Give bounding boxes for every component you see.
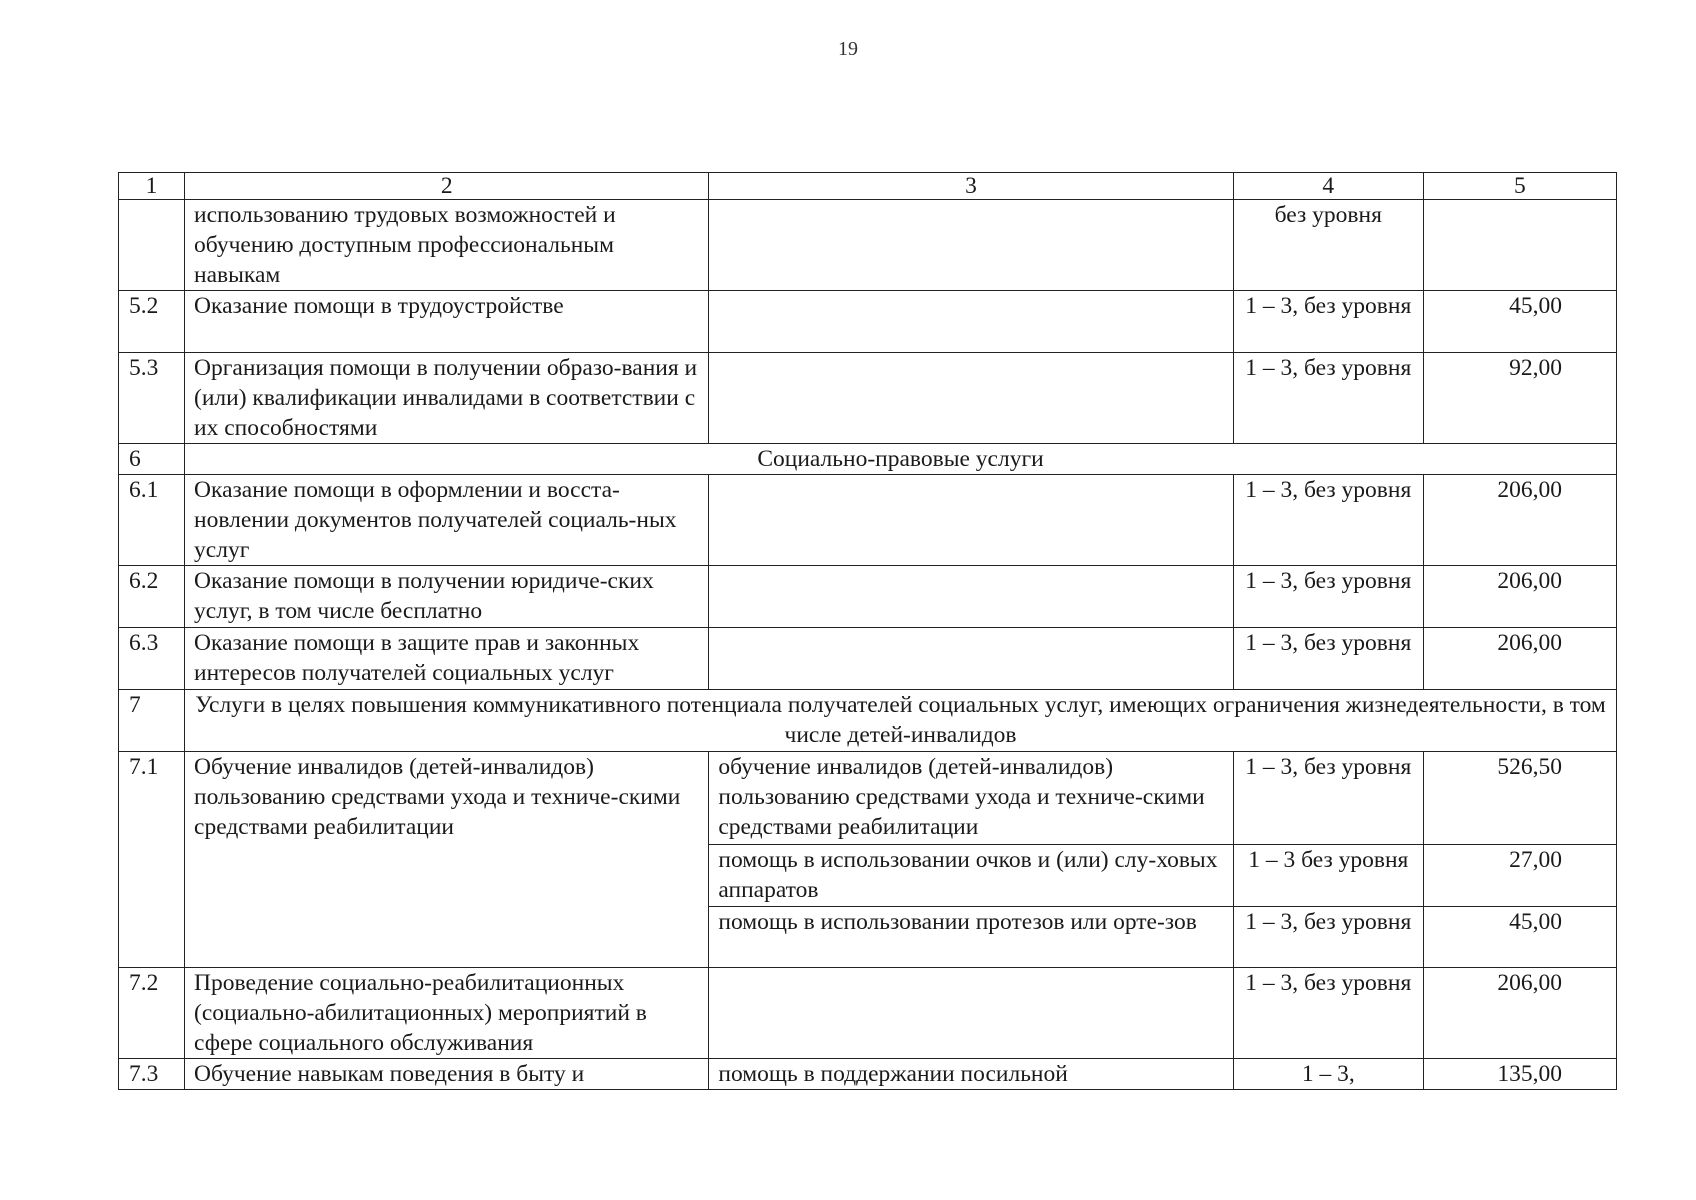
service-detail: помощь в поддержании посильной [709, 1059, 1233, 1090]
row-number: 6.3 [119, 628, 185, 690]
service-level: 1 – 3, без уровня [1233, 907, 1423, 968]
section-number: 6 [119, 444, 185, 475]
service-level: 1 – 3, без уровня [1233, 475, 1423, 566]
service-name: Оказание помощи в получении юридиче-ских услуг, в том числе бесплатно [185, 566, 709, 628]
service-price: 45,00 [1423, 291, 1616, 353]
service-detail: обучение инвалидов (детей-инвалидов) пользованию средствами ухода и техниче-скими средствами реабилитации [709, 752, 1233, 845]
row-number: 7.3 [119, 1059, 185, 1090]
service-price [1423, 200, 1616, 291]
section-row [119, 444, 1617, 475]
table-row [119, 291, 1617, 353]
service-name: Оказание помощи в трудоустройстве [185, 291, 709, 353]
service-name: Оказание помощи в оформлении и восста-новлении документов получателей социаль-ных услуг [185, 475, 709, 566]
section-title: Услуги в целях повышения коммуникативного потенциала получателей социальных услуг, имеющих ограничения жизнедеятельности, в том числе детей-инвалидов [185, 690, 1617, 752]
row-number: 6.2 [119, 566, 185, 628]
column-number: 1 [119, 173, 185, 200]
table-row [119, 752, 1617, 845]
service-price: 206,00 [1423, 628, 1616, 690]
service-name: Проведение социально-реабилитационных (социально-абилитационных) мероприятий в сфере социального обслуживания [185, 968, 709, 1059]
service-detail [709, 200, 1233, 291]
service-level: 1 – 3, без уровня [1233, 628, 1423, 690]
row-number: 7.1 [119, 752, 185, 968]
services-tariff-table [118, 172, 1617, 1090]
service-level: 1 – 3, без уровня [1233, 968, 1423, 1059]
row-number: 6.1 [119, 475, 185, 566]
service-price: 206,00 [1423, 566, 1616, 628]
service-level: 1 – 3, без уровня [1233, 291, 1423, 353]
service-price: 27,00 [1423, 845, 1616, 907]
service-level: 1 – 3, без уровня [1233, 752, 1423, 845]
service-price: 206,00 [1423, 475, 1616, 566]
service-detail [709, 475, 1233, 566]
service-detail [709, 628, 1233, 690]
table-row [119, 475, 1617, 566]
service-detail [709, 291, 1233, 353]
column-number: 3 [709, 173, 1233, 200]
table-row [119, 628, 1617, 690]
service-level: 1 – 3, без уровня [1233, 566, 1423, 628]
table-row [119, 1059, 1617, 1090]
page-number: 19 [838, 38, 858, 60]
service-detail [709, 566, 1233, 628]
column-number: 5 [1423, 173, 1616, 200]
service-name: Обучение инвалидов (детей-инвалидов) пользованию средствами ухода и техниче-скими средствами реабилитации [185, 752, 709, 968]
row-number: 7.2 [119, 968, 185, 1059]
column-numbers-row [119, 173, 1617, 200]
service-price: 92,00 [1423, 353, 1616, 444]
service-price: 135,00 [1423, 1059, 1616, 1090]
service-detail: помощь в использовании протезов или орте-зов [709, 907, 1233, 968]
service-detail: помощь в использовании очков и (или) слу-ховых аппаратов [709, 845, 1233, 907]
table-row [119, 566, 1617, 628]
row-number: 5.2 [119, 291, 185, 353]
service-level: 1 – 3 без уровня [1233, 845, 1423, 907]
column-number: 2 [185, 173, 709, 200]
service-name: Организация помощи в получении образо-вания и (или) квалификации инвалидами в соответствии с их способностями [185, 353, 709, 444]
service-name: Оказание помощи в защите прав и законных интересов получателей социальных услуг [185, 628, 709, 690]
service-name: Обучение навыкам поведения в быту и [185, 1059, 709, 1090]
service-level: 1 – 3, [1233, 1059, 1423, 1090]
section-title: Социально-правовые услуги [185, 444, 1617, 475]
section-row [119, 690, 1617, 752]
service-price: 206,00 [1423, 968, 1616, 1059]
service-detail [709, 353, 1233, 444]
service-price: 526,50 [1423, 752, 1616, 845]
table-row [119, 200, 1617, 291]
table-row [119, 353, 1617, 444]
service-level: 1 – 3, без уровня [1233, 353, 1423, 444]
section-number: 7 [119, 690, 185, 752]
row-number: 5.3 [119, 353, 185, 444]
service-name: использованию трудовых возможностей и обучению доступным профессиональным навыкам [185, 200, 709, 291]
service-level: без уровня [1233, 200, 1423, 291]
table-row [119, 968, 1617, 1059]
service-detail [709, 968, 1233, 1059]
row-number [119, 200, 185, 291]
service-price: 45,00 [1423, 907, 1616, 968]
column-number: 4 [1233, 173, 1423, 200]
